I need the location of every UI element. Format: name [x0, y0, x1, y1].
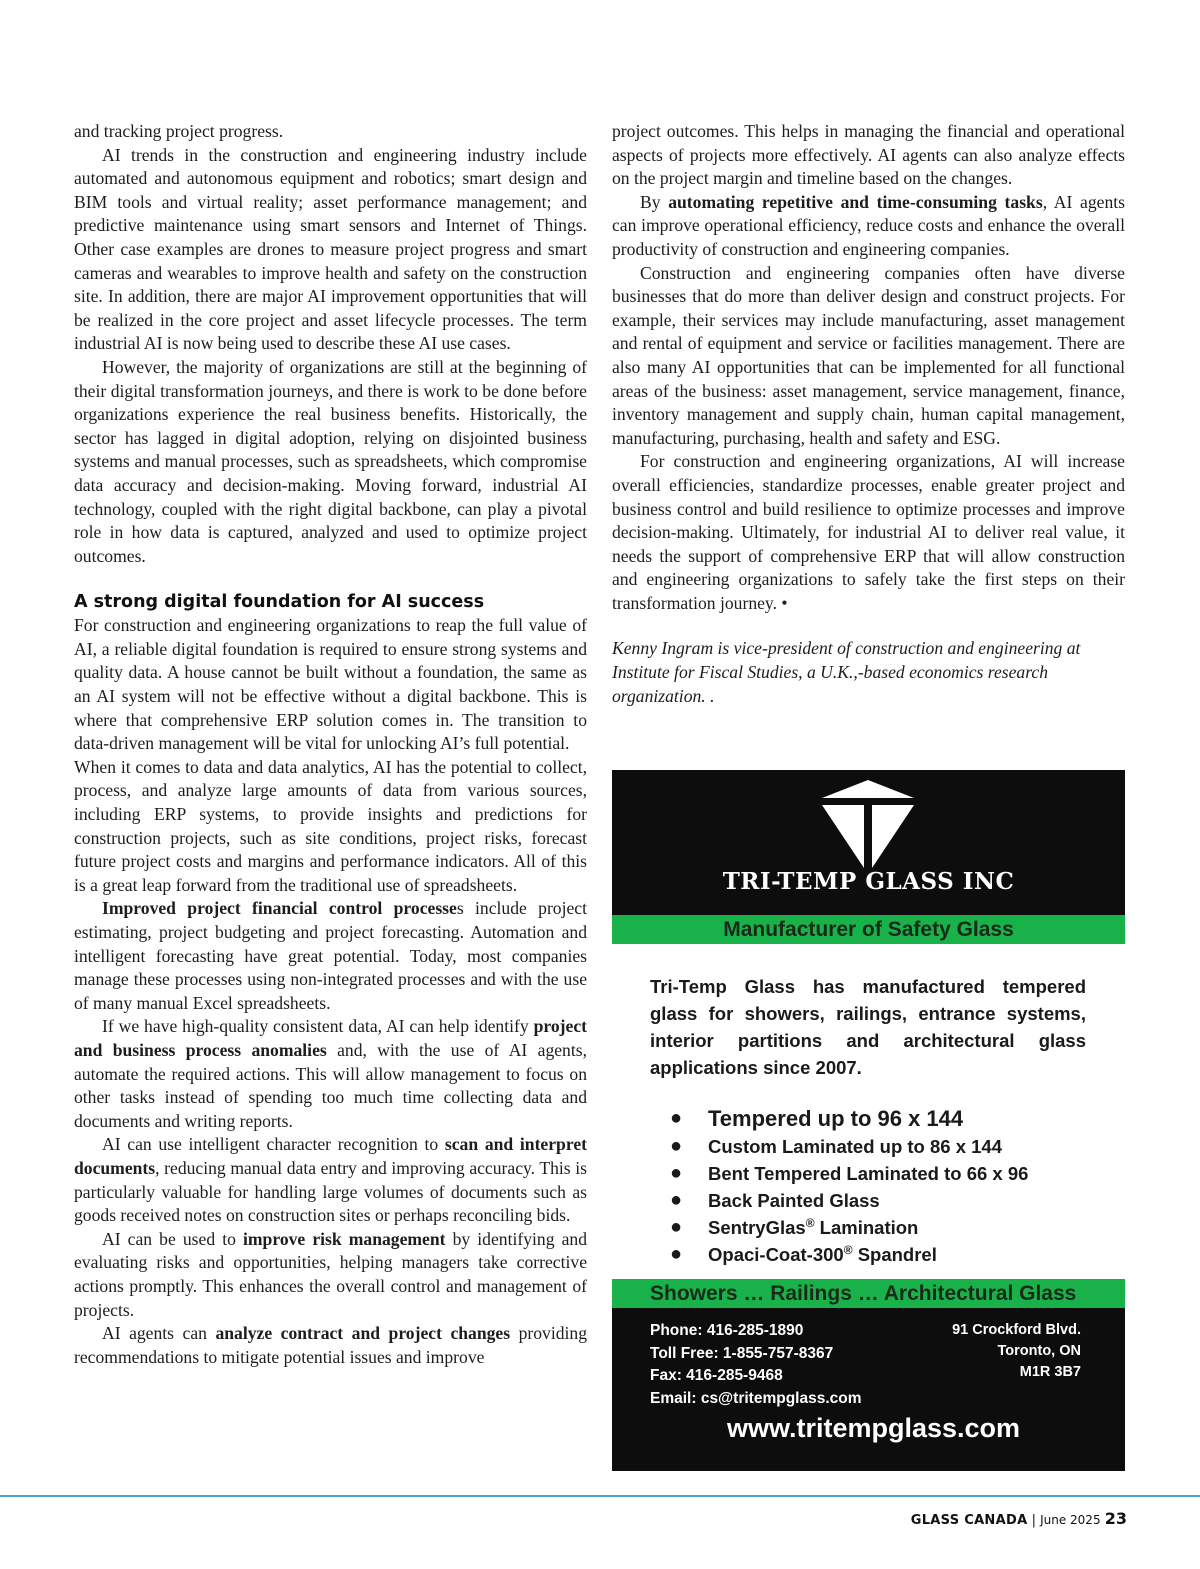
bullet-icon: ● — [670, 1243, 683, 1265]
bold-phrase: automating repetitive and time-consuming tasks — [668, 191, 1043, 212]
ad-contact-panel — [612, 1308, 1125, 1471]
paragraph — [74, 1015, 587, 1133]
email: Email: cs@tritempglass.com — [650, 1389, 862, 1407]
page-number: 23 — [1104, 1509, 1127, 1528]
ad-slogan: Showers … Railings … Architectural Glass — [612, 1279, 1125, 1308]
registered-mark: ® — [843, 1242, 853, 1257]
bold-phrase: improve risk management — [243, 1228, 446, 1249]
list-item-text: Custom Laminated up to 86 x 144 — [708, 1136, 1003, 1157]
bullet-icon: ● — [670, 1107, 683, 1129]
paragraph: and tracking project progress. — [74, 121, 284, 141]
paragraph: For construction and engineering organizations to reap the full value of AI, a reliable digital foundation is required to ensure strong systems and quality data. A house cannot be built without a foundation, the same as an AI system will not be effective without a digital backbone. This is where that comprehensive ERP solution comes in. The transition to data-driven management will be vital for unlocking AI’s full potential. — [74, 615, 587, 754]
paragraph — [74, 897, 587, 1015]
issue-date: June 2025 — [1040, 1513, 1101, 1527]
paragraph-text: AI can use intelligent character recognition to — [102, 1134, 445, 1155]
left-column — [74, 120, 587, 1369]
footer-separator: | — [1027, 1513, 1041, 1528]
list-item-text: Opaci-Coat-300 — [708, 1244, 844, 1265]
address-line: Toronto, ON — [997, 1343, 1081, 1359]
paragraph — [74, 1228, 587, 1322]
page-footer — [911, 1509, 1127, 1528]
phone: Phone: 416-285-1890 — [650, 1322, 804, 1339]
paragraph-text: , AI agents can improve operational efficiency, reduce costs and enhance the overall productivity of construction and engineering companies. — [612, 191, 1125, 259]
paragraph — [74, 1133, 587, 1227]
address-line: M1R 3B7 — [1019, 1364, 1081, 1380]
magazine-name: GLASS CANADA — [910, 1513, 1028, 1528]
paragraph — [612, 191, 1125, 262]
bold-phrase: Improved project financial control processe — [102, 898, 457, 919]
paragraph-text: by identifying and evaluating risks and opportunities, helping managers take corrective actions promptly. This enhances the overall control and management of projects. — [74, 1228, 587, 1320]
registered-mark: ® — [805, 1215, 815, 1230]
address-block — [952, 1320, 1081, 1383]
paragraph: project outcomes. This helps in managing the financial and operational aspects of projects more effectively. AI agents can also analyze effects on the project margin and timeline based on the changes. — [612, 121, 1125, 189]
list-item-text: SentryGlas — [708, 1217, 806, 1238]
paragraph-text: s include project estimating, project budgeting and project forecasting. Automation and intelligent forecasting have great potential. Today, most companies manage these processes using non-integrated processes and with the use of many manual Excel spreadsheets. — [74, 898, 587, 1013]
right-column — [612, 120, 1125, 708]
contact-block — [650, 1320, 862, 1410]
bold-phrase: project and business process anomalies — [74, 1016, 587, 1060]
list-item — [670, 1160, 1028, 1187]
bullet-icon: ● — [670, 1216, 683, 1238]
list-item — [670, 1187, 1028, 1214]
paragraph — [74, 1322, 587, 1369]
paragraph-text: AI agents can — [102, 1323, 216, 1344]
paragraph-text: providing recommendations to mitigate potential issues and improve — [74, 1323, 587, 1367]
list-item-text: Bent Tempered Laminated to 66 x 96 — [708, 1163, 1029, 1184]
bold-phrase: analyze contract and project changes — [215, 1323, 511, 1344]
ad-tagline: Manufacturer of Safety Glass — [612, 915, 1125, 944]
section-heading: A strong digital foundation for AI success — [74, 592, 485, 613]
ad-header — [612, 770, 1125, 915]
tri-temp-glass-advertisement — [612, 770, 1125, 1471]
bullet-icon: ● — [670, 1162, 683, 1184]
bullet-icon: ● — [670, 1189, 683, 1211]
list-item — [670, 1241, 1028, 1268]
fax: Fax: 416-285-9468 — [650, 1367, 783, 1384]
paragraph-text: and, with the use of AI agents, automate the required actions. This will allow management to focus on other tasks instead of spending too much time collecting data and documents and writing reports. — [74, 1039, 587, 1131]
list-item-text: Spandrel — [852, 1244, 937, 1265]
author-byline: Kenny Ingram is vice-president of construction and engineering at Institute for Fiscal Studies, a U.K.,-based economics research organization. . — [612, 638, 1081, 706]
paragraph-text: , reducing manual data entry and improving accuracy. This is particularly valuable for handling large volumes of documents such as goods received notes on construction sites or perhaps reconciling bids. — [74, 1157, 587, 1226]
paragraph: However, the majority of organizations are still at the beginning of their digital transformation journeys, and there is work to be done before organizations experience the real business benefits. Historically, the sector has lagged in digital adoption, relying on disjointed business systems and manual processes, such as spreadsheets, which compromise data accuracy and decision-making. Moving forward, industrial AI technology, coupled with the right digital backbone, can play a pivotal role in how data is captured, analyzed and used to optimize project outcomes. — [74, 356, 587, 566]
paragraph-text: If we have high-quality consistent data, AI can help identify — [102, 1016, 534, 1037]
toll-free: Toll Free: 1-855-757-8367 — [650, 1344, 834, 1362]
ad-intro-text: Tri-Temp Glass has manufactured tempered glass for showers, railings, entrance systems, interior partitions and architectural glass applications since 2007. — [650, 976, 1086, 1078]
company-name: TRI-TEMP GLASS INC — [722, 868, 1015, 895]
address-line: 91 Crockford Blvd. — [952, 1322, 1081, 1338]
tri-temp-logo-icon — [818, 778, 918, 870]
list-item — [670, 1214, 1028, 1241]
paragraph: Construction and engineering companies often have diverse businesses that do more than deliver design and construct projects. For example, their services may include manufacturing, asset management and rental of equipment and service or facilities management. There are also many AI opportunities that can be implemented for all functional areas of the business: asset management, service management, finance, inventory management and supply chain, human capital management, manufacturing, purchasing, health and safety and ESG. — [612, 262, 1125, 448]
paragraph: When it comes to data and data analytics, AI has the potential to collect, process, and analyze large amounts of data from various sources, including ERP systems, to provide insights and predictions for construction projects, such as site conditions, project risks, forecast future project costs and margins and performance indicators. All of this is a great leap forward from the traditional use of spreadsheets. — [74, 756, 587, 895]
bold-phrase: scan and interpret documents — [74, 1134, 587, 1178]
website-link[interactable]: www.tritempglass.com — [726, 1413, 1021, 1443]
list-item — [670, 1133, 1028, 1160]
product-list — [670, 1104, 1028, 1268]
list-item-text: Back Painted Glass — [708, 1190, 880, 1211]
paragraph: AI trends in the construction and engineering industry include automated and autonomous equipment and robotics; smart design and BIM tools and virtual reality; asset performance management; and predictive maintenance using smart sensors and Internet of Things. Other case examples are drones to measure project progress and smart cameras and wearables to improve health and safety on the construction site. In addition, there are major AI improvement opportunities that will be realized in the core project and asset lifecycle processes. The term industrial AI is now being used to describe these AI use cases. — [74, 144, 587, 354]
bullet-icon: ● — [670, 1135, 683, 1157]
paragraph: For construction and engineering organizations, AI will increase overall efficiencies, standardize processes, enable greater project and business control and build resilience to optimize processes and improve decision-making. Ultimately, for industrial AI to deliver real value, it needs the support of comprehensive ERP that will allow construction and engineering organizations to safely take the first steps on their transformation journey. • — [612, 451, 1125, 613]
list-item-text: Lamination — [814, 1217, 919, 1238]
footer-rule — [0, 1495, 1200, 1497]
list-item-text: Tempered up to 96 x 144 — [708, 1106, 964, 1131]
paragraph-text: AI can be used to — [102, 1228, 243, 1249]
paragraph-text: By — [640, 191, 669, 212]
list-item — [670, 1104, 1028, 1133]
